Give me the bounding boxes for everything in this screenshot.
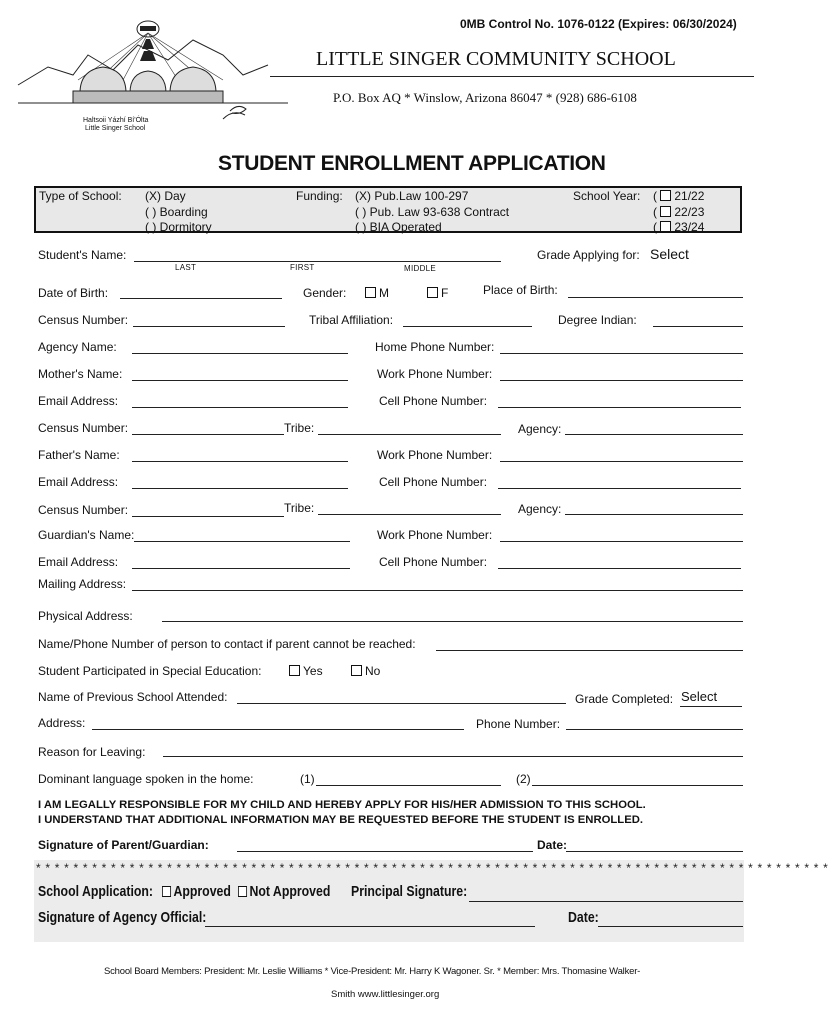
parent-signature-label: Signature of Parent/Guardian: — [38, 838, 209, 852]
gender-label: Gender: — [303, 286, 347, 300]
guardian-email-input[interactable] — [132, 568, 350, 569]
mailing-address-label: Mailing Address: — [38, 577, 127, 591]
mother-name-input[interactable] — [132, 380, 348, 381]
header-rule — [270, 76, 754, 77]
year-option-2324[interactable]: ( 23/24 — [653, 220, 705, 234]
form-title: STUDENT ENROLLMENT APPLICATION — [218, 152, 606, 175]
school-year-label: School Year: — [573, 189, 641, 203]
mother-cell-label: Cell Phone Number: — [379, 394, 488, 408]
not-approved-option[interactable]: Not Approved — [238, 883, 330, 900]
father-email-label: Email Address: — [38, 475, 119, 489]
year-2122-checkbox[interactable] — [660, 190, 671, 201]
language-2-input[interactable] — [532, 785, 743, 786]
emergency-contact-label: Name/Phone Number of person to contact if parent cannot be reached: — [38, 637, 416, 651]
guardian-cell-input[interactable] — [498, 568, 741, 569]
dominant-language-label: Dominant language spoken in the home: — [38, 772, 254, 786]
agency-date-label: Date: — [568, 909, 599, 926]
dob-input[interactable] — [120, 298, 282, 299]
pob-label: Place of Birth: — [483, 283, 558, 297]
father-census-label: Census Number: — [38, 503, 129, 517]
tribal-affiliation-label: Tribal Affiliation: — [309, 313, 394, 327]
father-work-phone-label: Work Phone Number: — [377, 448, 493, 462]
physical-address-input[interactable] — [162, 621, 743, 622]
language-1-marker: (1) — [300, 772, 315, 786]
father-tribe-label: Tribe: — [284, 501, 315, 515]
degree-indian-label: Degree Indian: — [558, 313, 637, 327]
agency-name-label: Agency Name: — [38, 340, 117, 354]
guardian-name-input[interactable] — [134, 541, 350, 542]
first-name-hint: FIRST — [290, 263, 315, 272]
dob-label: Date of Birth: — [38, 286, 109, 300]
principal-signature-input[interactable] — [469, 901, 743, 902]
grade-completed-select[interactable]: Select — [681, 689, 718, 704]
agency-official-signature-label: Signature of Agency Official: — [38, 909, 207, 926]
approved-option[interactable]: Approved — [162, 883, 231, 900]
reason-leaving-input[interactable] — [163, 756, 743, 757]
student-census-input[interactable] — [133, 326, 285, 327]
degree-indian-input[interactable] — [653, 326, 743, 327]
mother-agency-input[interactable] — [565, 434, 743, 435]
approved-checkbox[interactable] — [162, 886, 171, 897]
year-option-2122[interactable]: ( 21/22 — [653, 189, 705, 203]
home-phone-label: Home Phone Number: — [375, 340, 495, 354]
father-name-input[interactable] — [132, 461, 348, 462]
previous-school-input[interactable] — [237, 703, 566, 704]
language-2-marker: (2) — [516, 772, 531, 786]
logo-caption-english: Little Singer School — [85, 125, 146, 132]
grade-applying-select[interactable]: Select — [650, 246, 689, 262]
grade-completed-underline — [680, 706, 742, 707]
omb-control-number: 0MB Control No. 1076-0122 (Expires: 06/30/2024) — [460, 17, 737, 31]
funding-label: Funding: — [296, 189, 343, 203]
type-boarding-option[interactable]: ( ) Boarding — [145, 205, 208, 219]
parent-date-input[interactable] — [566, 851, 743, 852]
year-2223-checkbox[interactable] — [660, 206, 671, 217]
board-members-footer: School Board Members: President: Mr. Leslie Williams * Vice-President: Mr. Harry K Wagoner. Sr. * Member: Mrs. Thomasine Walker- — [104, 966, 641, 977]
previous-school-phone-input[interactable] — [566, 729, 743, 730]
funding-bia-option[interactable]: ( ) BIA Operated — [355, 220, 442, 234]
agency-date-input[interactable] — [598, 926, 743, 927]
year-2324-checkbox[interactable] — [660, 221, 671, 232]
emergency-contact-input[interactable] — [436, 650, 743, 651]
guardian-name-label: Guardian's Name: — [38, 528, 135, 542]
school-application-label: School Application: — [38, 883, 154, 900]
logo-caption-navajo: Haltsoii Yázhí Bí'Ólta — [83, 117, 149, 124]
mother-census-input[interactable] — [132, 434, 284, 435]
grade-completed-label: Grade Completed: — [575, 692, 674, 706]
mother-agency-label: Agency: — [518, 422, 562, 436]
previous-school-phone-label: Phone Number: — [476, 717, 561, 731]
mother-cell-input[interactable] — [498, 407, 741, 408]
home-phone-input[interactable] — [500, 353, 743, 354]
gender-m-checkbox[interactable] — [365, 287, 376, 298]
mother-email-input[interactable] — [132, 407, 348, 408]
previous-school-address-label: Address: — [38, 716, 86, 730]
grade-applying-label: Grade Applying for: — [537, 248, 640, 262]
type-dormitory-option[interactable]: ( ) Dormitory — [145, 220, 212, 234]
agency-name-input[interactable] — [132, 353, 348, 354]
previous-school-address-input[interactable] — [92, 729, 464, 730]
gender-f-checkbox[interactable] — [427, 287, 438, 298]
special-ed-yes-option[interactable]: Yes — [289, 664, 323, 678]
agency-official-signature-input[interactable] — [205, 926, 535, 927]
funding-pl93-option[interactable]: ( ) Pub. Law 93-638 Contract — [355, 205, 510, 219]
not-approved-checkbox[interactable] — [238, 886, 247, 897]
student-census-label: Census Number: — [38, 313, 129, 327]
funding-pl100-option[interactable]: (X) Pub.Law 100-297 — [355, 189, 469, 203]
type-day-option[interactable]: (X) Day — [145, 189, 186, 203]
office-separator-stars: ************************************************************************************* — [36, 861, 832, 875]
pob-input[interactable] — [568, 297, 743, 298]
father-agency-label: Agency: — [518, 502, 562, 516]
mother-work-phone-input[interactable] — [500, 380, 743, 381]
type-of-school-label: Type of School: — [39, 189, 122, 203]
gender-f-option[interactable]: F — [427, 286, 448, 300]
year-option-2223[interactable]: ( 22/23 — [653, 205, 705, 219]
mailing-address-input[interactable] — [132, 590, 743, 591]
father-email-input[interactable] — [132, 488, 348, 489]
special-ed-label: Student Participated in Special Education: — [38, 664, 262, 678]
mother-email-label: Email Address: — [38, 394, 119, 408]
father-census-input[interactable] — [132, 516, 284, 517]
parent-signature-input[interactable] — [237, 851, 533, 852]
mother-work-phone-label: Work Phone Number: — [377, 367, 493, 381]
guardian-work-phone-input[interactable] — [500, 541, 743, 542]
father-work-phone-input[interactable] — [500, 461, 743, 462]
father-agency-input[interactable] — [565, 514, 743, 515]
language-1-input[interactable] — [316, 785, 501, 786]
mother-census-label: Census Number: — [38, 421, 129, 435]
special-ed-yes-checkbox[interactable] — [289, 665, 300, 676]
special-ed-no-option[interactable]: No — [351, 664, 380, 678]
parent-date-label: Date: — [537, 838, 568, 852]
gender-m-option[interactable]: M — [365, 286, 389, 300]
principal-signature-label: Principal Signature: — [351, 883, 468, 900]
special-ed-no-checkbox[interactable] — [351, 665, 362, 676]
student-name-label: Student's Name: — [38, 248, 127, 262]
father-cell-label: Cell Phone Number: — [379, 475, 488, 489]
responsibility-statement: I AM LEGALLY RESPONSIBLE FOR MY CHILD AND HEREBY APPLY FOR HIS/HER ADMISSION TO THIS SCHOOL. — [38, 799, 646, 811]
mother-tribe-label: Tribe: — [284, 421, 315, 435]
physical-address-label: Physical Address: — [38, 609, 133, 623]
last-name-hint: LAST — [175, 263, 197, 272]
school-logo — [18, 15, 288, 120]
student-name-input[interactable] — [134, 261, 501, 262]
middle-name-hint: MIDDLE — [404, 264, 437, 273]
father-cell-input[interactable] — [498, 488, 741, 489]
school-address: P.O. Box AQ * Winslow, Arizona 86047 * (928) 686-6108 — [333, 90, 637, 105]
tribal-affiliation-input[interactable] — [403, 326, 532, 327]
guardian-email-label: Email Address: — [38, 555, 119, 569]
website-footer: Smith www.littlesinger.org — [331, 989, 440, 1000]
additional-info-statement: I UNDERSTAND THAT ADDITIONAL INFORMATION MAY BE REQUESTED BEFORE THE STUDENT IS ENROLLED. — [38, 814, 644, 826]
guardian-work-phone-label: Work Phone Number: — [377, 528, 493, 542]
guardian-cell-label: Cell Phone Number: — [379, 555, 488, 569]
father-tribe-input[interactable] — [318, 514, 501, 515]
mother-tribe-input[interactable] — [318, 434, 501, 435]
reason-leaving-label: Reason for Leaving: — [38, 745, 146, 759]
father-name-label: Father's Name: — [38, 448, 120, 462]
mother-name-label: Mother's Name: — [38, 367, 123, 381]
previous-school-label: Name of Previous School Attended: — [38, 690, 228, 704]
school-name: LITTLE SINGER COMMUNITY SCHOOL — [316, 48, 676, 70]
